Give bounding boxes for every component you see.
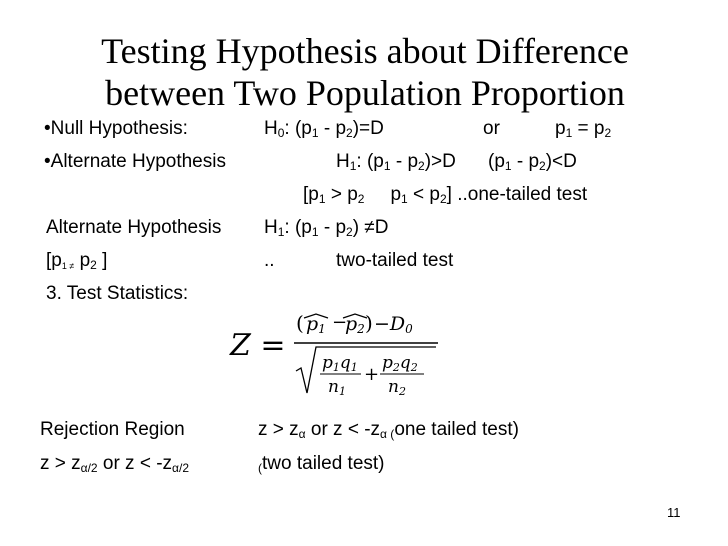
null-hypothesis-formula: $H_0$: $(p_1 - p_2)=D$ [264,118,384,140]
two-tailed-bracket: [$p1 \ne p_2$ ] [46,250,108,272]
alternate-hypothesis-formula: $H_1$: $(p_1 - p_2)>D$ [336,151,456,173]
formula-hat-p2: p [345,313,358,335]
bullet: • [44,118,51,139]
slide-number: 11 [667,505,681,520]
test-statistics-label: 3. Test Statistics: [46,283,189,304]
svg-text:+: + [364,364,380,385]
null-alt-form: $p_1 = p_2$ [555,118,612,140]
null-hypothesis-label: Null Hypothesis: [50,118,188,139]
svg-text:p1q1: p1q1 [322,353,358,374]
null-hypothesis-line [44,117,188,141]
svg-text:n2: n2 [388,377,406,398]
or-word: or [483,118,500,139]
formula-lhs: Z = [230,328,286,363]
rejection-region-label: Rejection Region [40,419,185,440]
svg-text:n1: n1 [328,377,346,398]
title-line-2: between Two Population Proportion [105,73,625,113]
formula-minus: − [332,312,348,333]
alternate-hypothesis-line [44,150,226,174]
rejection-region-one-tailed: $z > z_\alpha$ or $z < -z_{\alpha (}one$ tailed test) [258,419,519,441]
svg-text:): ) [365,311,373,335]
formula-hat-p1: p [306,313,319,335]
svg-text:p2: p2 [345,313,365,336]
two-tailed-text: two-tailed test [336,250,454,271]
z-statistic-formula [228,308,443,398]
alternate-hypothesis-2-formula: $H_1$: $(p_1 - p_2) \ne D$ [264,217,389,239]
one-tailed-line: [$p_1 > p_2$ $p_1 < p_2$] ..one-tailed test [303,184,588,206]
bullet: • [44,151,51,172]
title-line-1: Testing Hypothesis about Difference [101,31,629,71]
svg-text:p2q2: p2q2 [382,353,418,374]
alternate-hypothesis-label: Alternate Hypothesis [50,151,226,172]
rejection-region-two-tailed: $z > z_{\alpha/2}$ or $z < -z_{\alpha/2}$ [40,453,189,475]
formula-d0: −D [374,313,406,335]
svg-text:(: ( [296,311,304,335]
svg-text:p1: p1 [306,313,326,336]
alternate-hypothesis-2-label: Alternate Hypothesis [46,217,222,238]
svg-text:−D0: −D0 [374,313,413,336]
two-tailed-dots: .. [264,250,275,271]
two-tailed-test-label: $_($two tailed test) [258,453,385,475]
slide-title [40,30,690,114]
alternate-hypothesis-less: $(p_1 - p_2)<D$ [488,151,577,173]
